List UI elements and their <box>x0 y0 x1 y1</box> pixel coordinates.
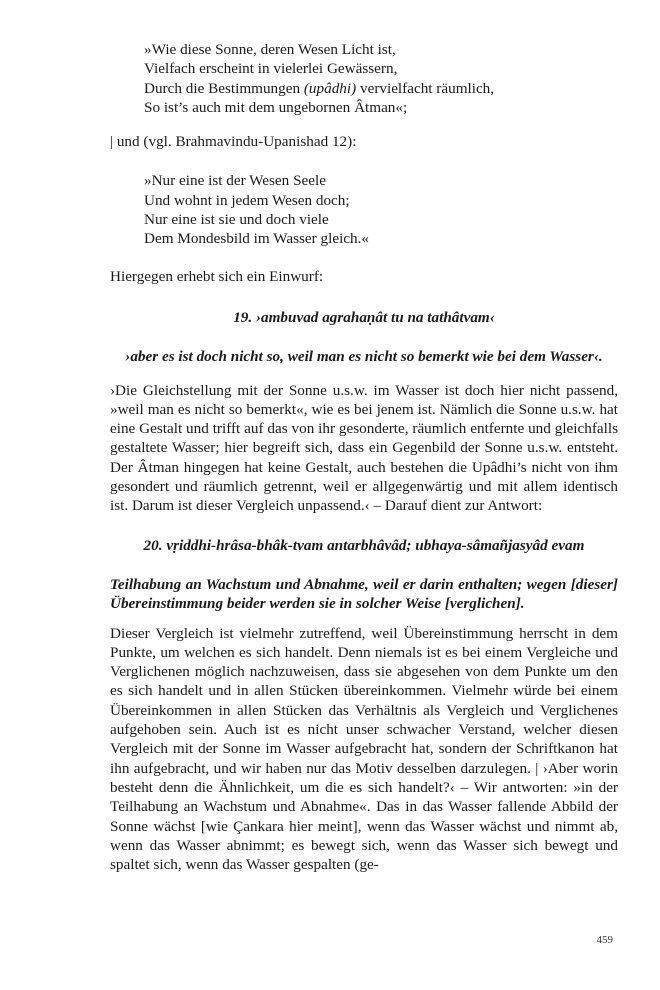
verse-line: Und wohnt in jedem Wesen doch; <box>144 191 350 209</box>
intro-paragraph: | und (vgl. Brahmavindu-Upanishad 12): <box>110 133 357 151</box>
objection-paragraph: Hiergegen erhebt sich ein Einwurf: <box>110 267 324 285</box>
commentary-paragraph-20: Dieser Vergleich ist vielmehr zutreffend, weil Übereinstimmung herrscht in dem Punkte, um welchen es sich handelt. Denn niemals ist es bei einem Vergleiche und Verglichenen möglich nachzuweisen, dass sie abgesehen von dem Punkte um den es sich handelt und in allen Stücken übereinkommen. Vielmehr würde bei einem Übereinkommen in allen Stücken das Verhältnis als Vergleich und Verglichenes aufgehoben sein. Auch ist es nicht unser schwacher Verstand, welcher diesen Vergleich mit der Sonne im Wasser aufgebracht hat, sondern der Schriftkanon hat ihn aufgebracht, und wir haben nur das Motiv desselben darzulegen. | ›Aber worin besteht denn die Ähnlichkeit, um die es sich handelt?‹ – Wir antworten: »in der Teilhabung an Wachstum und Abnahme«. Das in das Wasser fallende Abbild der Sonne wächst [wie Çankara hier meint], wenn das Wasser wächst und nimmt ab, wenn das Wasser abnimmt; es bewegt sich, wenn das Wasser sich bewegt und spaltet sich, wenn das Wasser gespalten (ge- <box>110 624 618 874</box>
verse-italic-term: (upâdhi) <box>303 79 357 97</box>
verse-quote-1 <box>144 40 618 117</box>
page-number: 459 <box>596 934 613 946</box>
verse-line: »Nur eine ist der Wesen Seele <box>144 172 326 190</box>
sutra-heading-19: 19. ›ambuvad agrahaṇât tu na tathâtvam‹ <box>233 308 495 326</box>
commentary-paragraph-19: ›Die Gleichstellung mit der Sonne u.s.w. im Wasser ist doch hier nicht passend, »weil man es nicht so bemerkt«, wie es bei jenem ist. Nämlich die Sonne u.s.w. hat eine Gestalt und trifft auf das von ihr gesonderte, räumlich entfernte und gleichfalls gestaltete Wasser; hier begreift sich, dass ein Gegenbild der Sonne u.s.w. entsteht. Der Âtman hingegen hat keine Gestalt, auch bestehen die Upâdhi’s nicht von ihm gesondert und räumlich getrennt, weil er allgegenwärtig und mit allem identisch ist. Darum ist dieser Vergleich unpassend.‹ – Darauf dient zur Antwort: <box>110 381 618 515</box>
sutra-translation-19: ›aber es ist doch nicht so, weil man es nicht so bemerkt wie bei dem Wasser‹. <box>125 348 603 366</box>
verse-line: So ist’s auch mit dem ungebornen Âtman«; <box>144 98 408 116</box>
page-content <box>110 40 618 874</box>
verse-line: »Wie diese Sonne, deren Wesen Licht ist, <box>144 41 396 58</box>
verse-text: vervielfacht räumlich, <box>356 79 495 97</box>
sutra-heading-20: 20. vṛiddhi-hrâsa-bhâk-tvam antarbhâvâd; ubhaya-sâmañjasyâd evam <box>143 536 585 554</box>
verse-text: Durch die Bestimmungen <box>144 79 304 97</box>
verse-line: Nur eine ist sie und doch viele <box>144 211 329 229</box>
verse-quote-2 <box>144 171 618 248</box>
verse-line <box>144 79 618 98</box>
verse-line: Dem Mondesbild im Wasser gleich.« <box>144 230 370 248</box>
verse-line: Vielfach erscheint in vielerlei Gewässern, <box>144 60 398 78</box>
sutra-translation-20: Teilhabung an Wachstum und Abnahme, weil er darin enthalten; wegen [dieser] Übereinstimmung beider werden sie in solcher Weise [verglichen]. <box>110 575 618 613</box>
